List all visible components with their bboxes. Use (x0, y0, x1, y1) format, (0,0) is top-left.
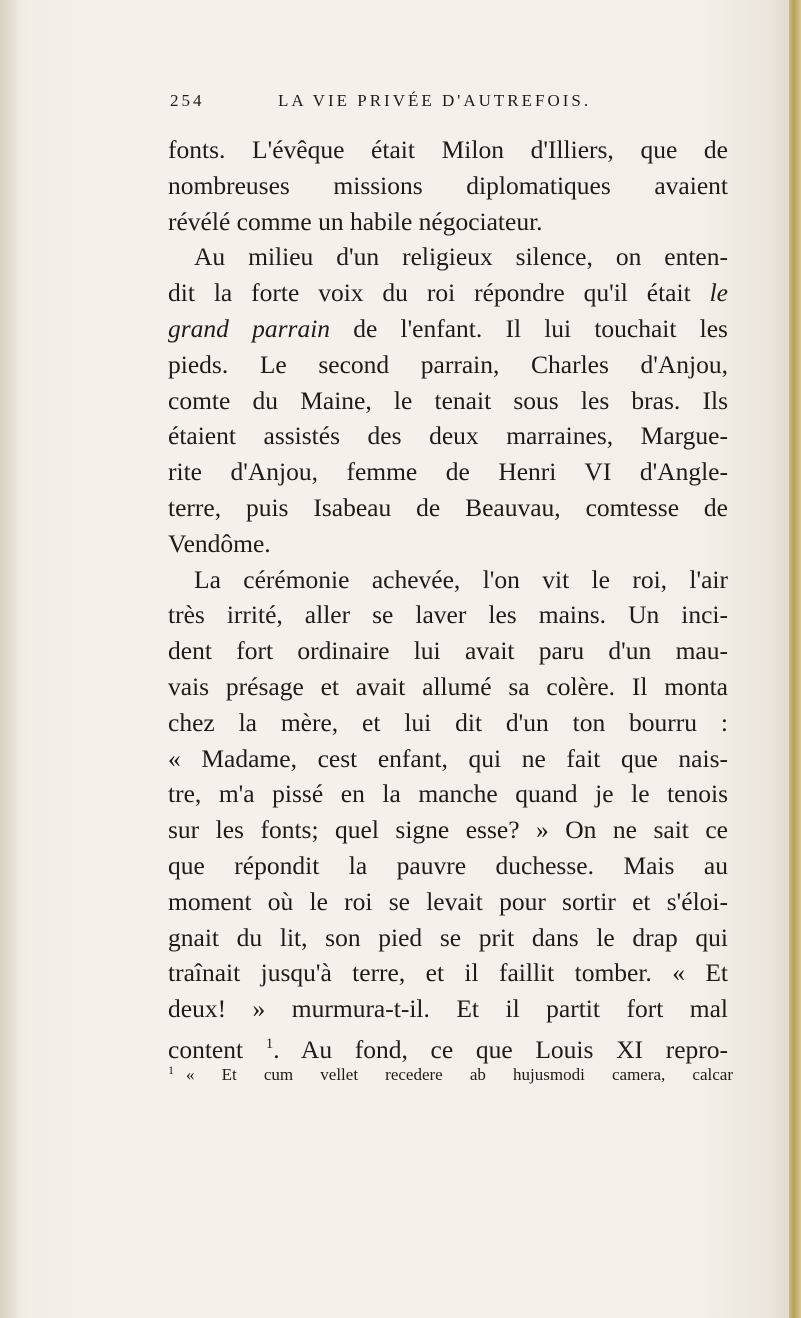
text-line: dit la forte voix du roi répondre qu'il était le (168, 278, 728, 308)
text-line: étaient assistés des deux marraines, Margue- (168, 421, 728, 451)
text-line: Vendôme. (168, 528, 271, 558)
text-line: vais présage et avait allumé sa colère. Il monta (168, 671, 728, 701)
text-line: révélé comme un habile négociateur. (168, 206, 543, 236)
text-line: content $^1$. Au fond, ce que Louis XI repro- (168, 1034, 728, 1064)
footnote-text: « Et cum vellet recedere ab hujusmodi camera, calcar (186, 1065, 733, 1084)
text-line: deux! » murmura-t-il. Et il partit fort mal (168, 994, 728, 1024)
text-line: grand parrain de l'enfant. Il lui touchait les (168, 313, 728, 343)
text-line: moment où le roi se levait pour sortir et s'éloi- (168, 886, 728, 916)
text-line: que répondit la pauvre duchesse. Mais au (168, 850, 728, 880)
page-number: 254 (170, 91, 205, 110)
paragraph-start-line: La cérémonie achevée, l'on vit le roi, l'air (194, 564, 728, 594)
text-line: terre, puis Isabeau de Beauvau, comtesse de (168, 492, 728, 522)
running-header (170, 91, 770, 121)
text-line: sur les fonts; quel signe esse? » On ne sait ce (168, 815, 728, 845)
italic-text: le (709, 278, 728, 308)
text-line: fonts. L'évêque était Milon d'Illiers, que de (168, 135, 728, 164)
footnote-line (168, 1058, 733, 1087)
text-line: gnait du lit, son pied se prit dans le drap qui (168, 922, 728, 952)
footnote-reference[interactable]: 1 (265, 1035, 274, 1052)
text-line: chez la mère, et lui dit d'un ton bourru : (168, 707, 728, 737)
text-line: comte du Maine, le tenait sous les bras. Ils (168, 385, 728, 415)
footnote-marker: 1 (168, 1063, 174, 1077)
footnote (168, 1058, 733, 1087)
text-line: traînait jusqu'à terre, et il faillit tomber. « Et (168, 958, 728, 988)
page-gutter (0, 0, 18, 1318)
text-line: nombreuses missions diplomatiques avaient (168, 170, 728, 200)
page-edge (789, 0, 801, 1318)
body-text (168, 132, 728, 1063)
text-line: dent fort ordinaire lui avait paru d'un mau- (168, 636, 728, 666)
text-line: rite d'Anjou, femme de Henri VI d'Angle- (168, 457, 728, 487)
text-line: très irrité, aller se laver les mains. Un inci- (168, 600, 728, 630)
running-title: LA VIE PRIVÉE D'AUTREFOIS. (278, 91, 592, 110)
text-line: « Madame, cest enfant, qui ne fait que nais- (168, 743, 728, 773)
italic-text: grand parrain (168, 313, 331, 343)
text-line: pieds. Le second parrain, Charles d'Anjou, (168, 349, 728, 379)
text-line: tre, m'a pissé en la manche quand je le tenois (168, 779, 728, 809)
paragraph-start-line: Au milieu d'un religieux silence, on enten- (194, 242, 728, 272)
